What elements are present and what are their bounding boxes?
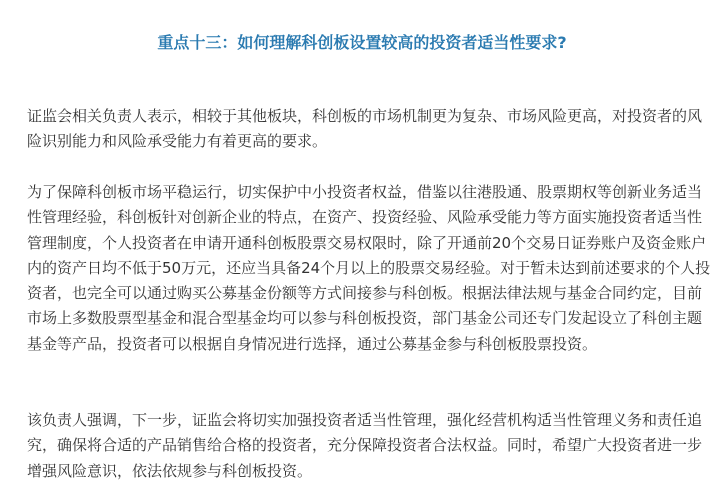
article-paragraph-2: 为了保障科创板市场平稳运行，切实保护中小投资者权益，借鉴以往港股通、股票期权等创新业务适当性管理经验，科创板针对创新企业的特点，在资产、投资经验、风险承受能力等方面实施投资者适当性管理制度，个人投资者在申请开通科创板股票交易权限时，除了开通前20个交易日证券账户及资金账户内的资产日均不低于50万元，还应当具备24个月以上的股票交易经验。对于暂未达到前述要求的个人投资者，也完全可以通过购买公募基金份额等方式间接参与科创板。根据法律法规与基金合同约定，目前市场上多数股票型基金和混合型基金均可以参与科创板投资，部门基金公司还专门发起设立了科创主题基金等产品，投资者可以根据自身情况进行选择，通过公募基金参与科创板股票投资。 xyxy=(27,183,711,353)
article-heading: 重点十三：如何理解科创板设置较高的投资者适当性要求? xyxy=(157,33,567,52)
article-paragraph-1: 证监会相关负责人表示，相较于其他板块，科创板的市场机制更为复杂、市场风险更高，对投资者的风险识别能力和风险承受能力有着更高的要求。 xyxy=(27,107,703,151)
article-paragraph-3: 该负责人强调，下一步，证监会将切实加强投资者适当性管理，强化经营机构适当性管理义务和责任追究，确保将合适的产品销售给合格的投资者，充分保障投资者合法权益。同时，希望广大投资者进一步增强风险意识，依法依规参与科创板投资。 xyxy=(27,411,703,480)
